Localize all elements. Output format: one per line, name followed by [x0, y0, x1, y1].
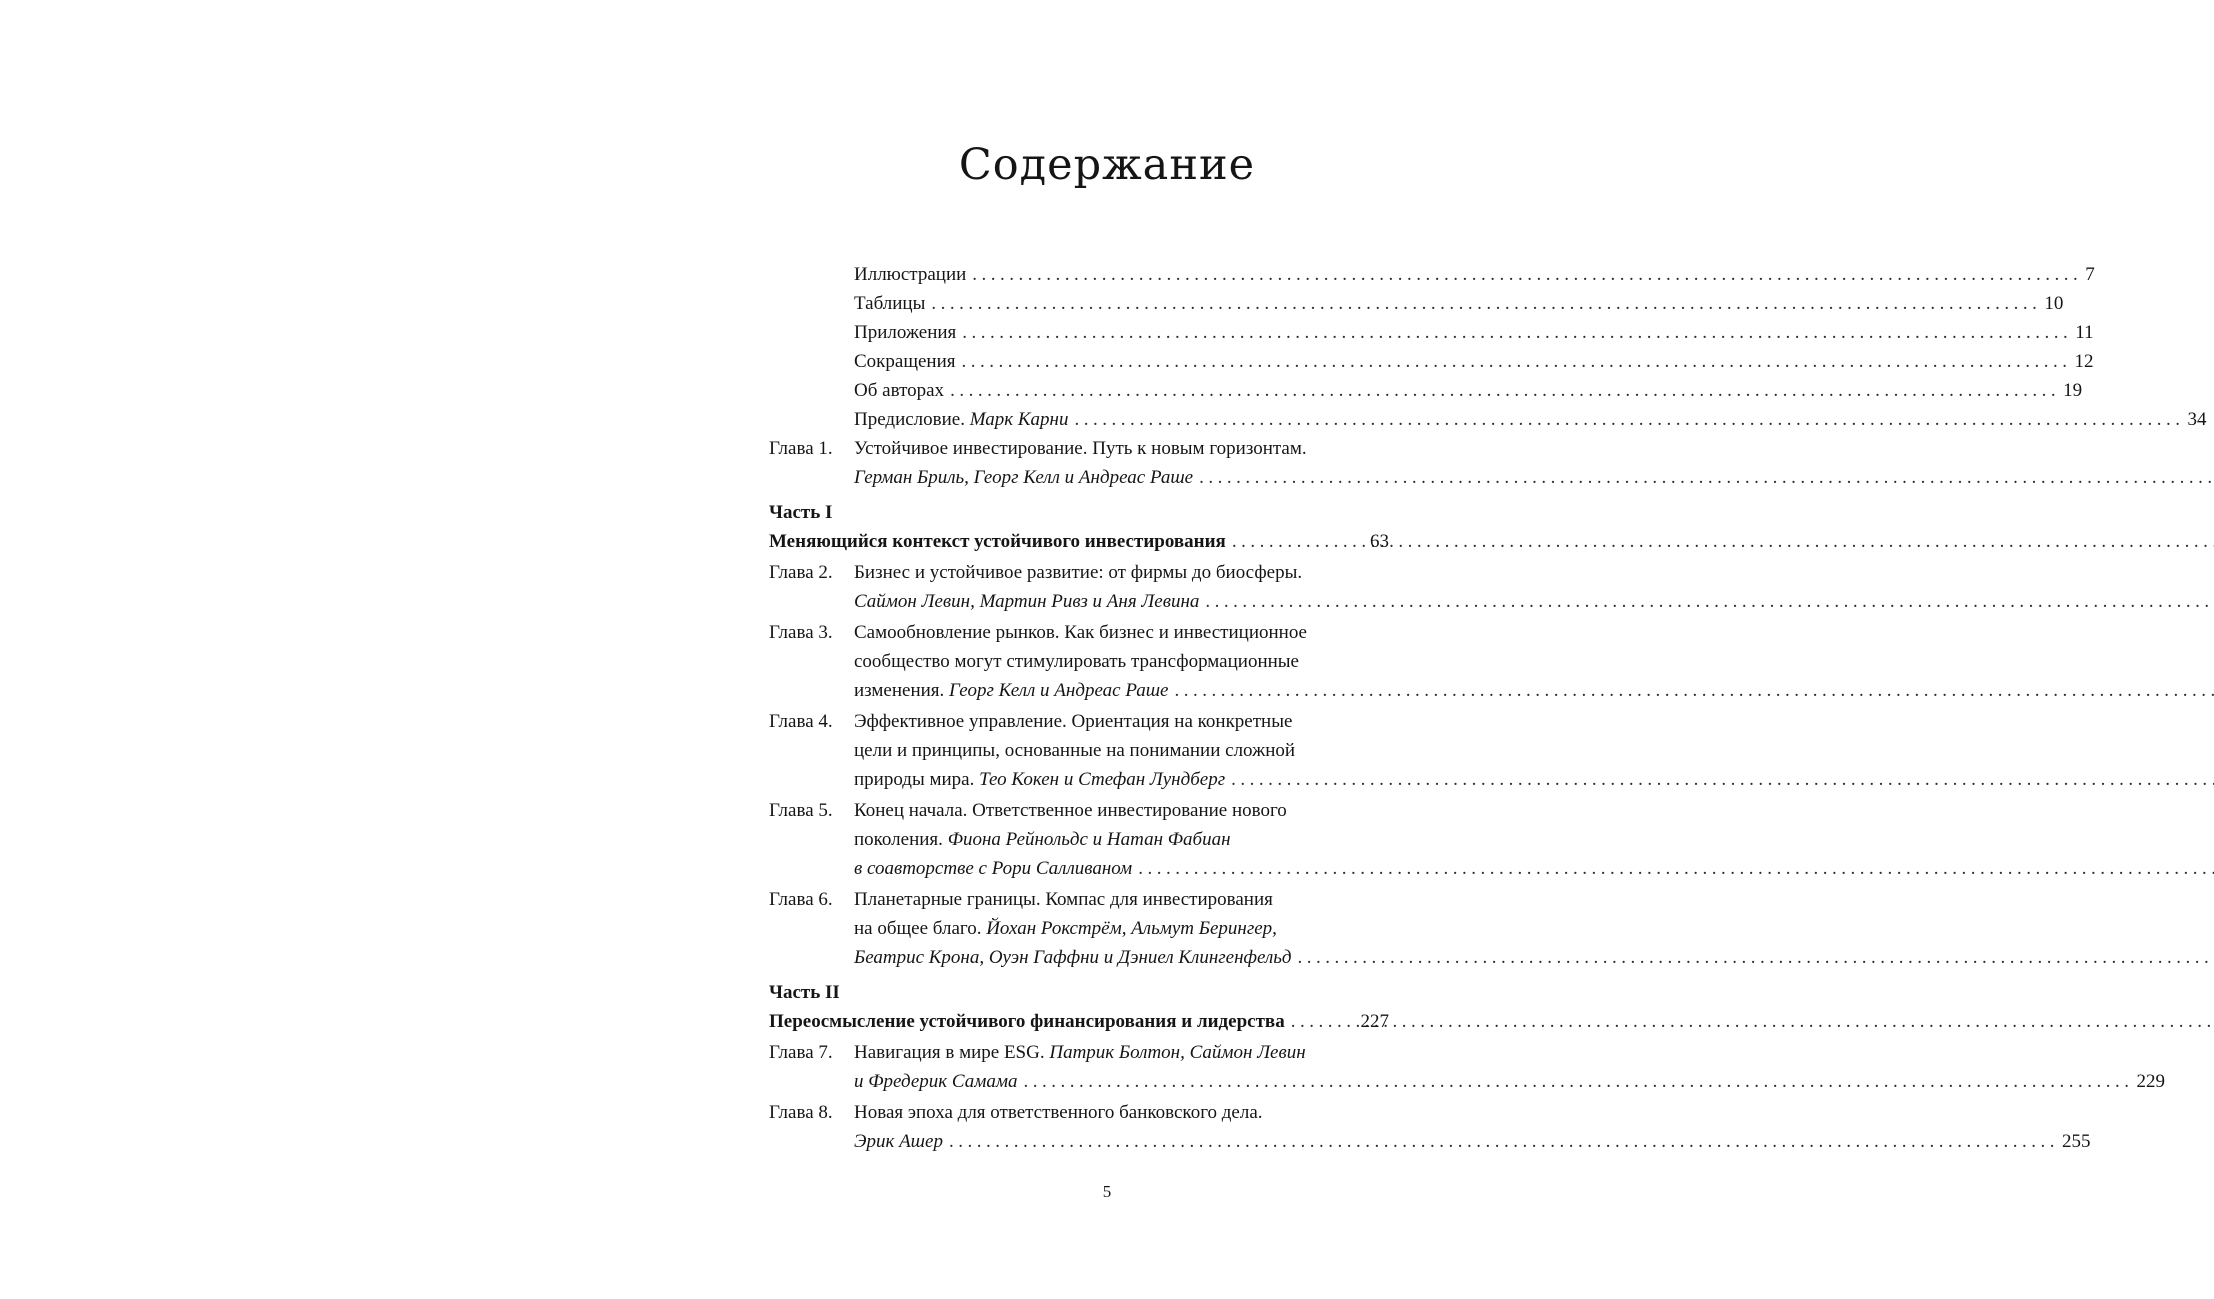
toc-part-heading — [769, 498, 1389, 556]
toc-chapter-entry — [769, 618, 1389, 705]
toc — [769, 260, 2207, 1158]
entry-body — [854, 1038, 2165, 1096]
entry-body — [769, 527, 1389, 556]
toc-chapter-entry — [769, 1098, 2091, 1156]
footer-page-number: 5 — [1102, 1182, 1112, 1201]
toc-line — [854, 707, 2214, 736]
chapter-label: Глава 1. — [769, 438, 833, 459]
toc-line — [854, 376, 2082, 405]
entry-body — [854, 796, 2214, 883]
entry-text: цели и принципы, основанные на понимании сложной — [854, 740, 1296, 761]
toc-line — [854, 463, 2214, 492]
toc-front-entry — [769, 318, 2094, 347]
entry-text: Герман Бриль, Георг Келл и Андреас Раше — [854, 467, 1194, 488]
entry-body — [769, 1007, 1389, 1036]
toc-part-heading — [769, 978, 1389, 1036]
chapter-label: Глава 3. — [769, 622, 833, 643]
dot-leader — [1138, 854, 2214, 883]
dot-leader — [931, 289, 2041, 318]
entry-text: Устойчивое инвестирование. Путь к новым горизонтам. — [854, 438, 1307, 459]
toc-line — [854, 943, 2214, 972]
book-contents-page — [676, 0, 2207, 1299]
entry-body — [854, 347, 2093, 376]
toc-line — [854, 885, 2214, 914]
toc-chapter-entry — [769, 885, 1389, 972]
entry-text: Переосмысление устойчивого финансирования и лидерства — [769, 1011, 1285, 1032]
toc-line — [854, 587, 2214, 616]
dot-leader — [1023, 1067, 2133, 1096]
toc-line — [854, 736, 2214, 765]
chapter-label: Глава 7. — [769, 1042, 833, 1063]
entry-body — [854, 885, 2214, 972]
toc-line — [854, 618, 2214, 647]
toc-page-number: 63 — [1370, 531, 1389, 552]
contents-title: Содержание — [958, 140, 1256, 190]
entry-body — [854, 707, 2214, 794]
toc-page-number: 227 — [1360, 1011, 1389, 1032]
toc-line — [854, 796, 2214, 825]
dot-leader — [1205, 587, 2214, 616]
toc-page-number: 10 — [2044, 293, 2064, 314]
entry-text: Новая эпоха для ответственного банковского дела. — [854, 1102, 1263, 1123]
toc-line — [854, 558, 2214, 587]
entry-body — [854, 318, 2094, 347]
toc-line — [854, 914, 2214, 943]
dot-leader — [949, 1127, 2059, 1156]
entry-text: Самообновление рынков. Как бизнес и инвестиционное — [854, 622, 1307, 643]
entry-text: Навигация в мире ESG. Патрик Болтон, Саймон Левин — [854, 1042, 1306, 1063]
entry-body — [854, 434, 2214, 492]
entry-body — [854, 260, 2095, 289]
toc-line — [854, 647, 2214, 676]
chapter-label: Глава 5. — [769, 800, 833, 821]
entry-text: на общее благо. Йохан Рокстрём, Альмут Берингер, — [854, 918, 1277, 939]
toc-front-entry — [769, 289, 2064, 318]
toc-line — [854, 347, 2093, 376]
entry-text: Сокращения — [854, 351, 956, 372]
front-label-spacer — [769, 289, 854, 318]
entry-text: Приложения — [854, 322, 957, 343]
entry-body — [854, 558, 2214, 616]
entry-text: Предисловие. Марк Карни — [854, 409, 1069, 430]
toc-line — [854, 260, 2095, 289]
dot-leader — [1074, 405, 2184, 434]
entry-text: Бизнес и устойчивое развитие: от фирмы до биосферы. — [854, 562, 1303, 583]
toc-line — [854, 434, 2214, 463]
toc-line — [854, 676, 2214, 705]
toc-chapter-entry — [769, 434, 1389, 492]
dot-leader — [961, 347, 2071, 376]
toc-line — [854, 1127, 2090, 1156]
toc-line — [854, 1038, 2165, 1067]
toc-page-number: 229 — [2136, 1071, 2165, 1092]
entry-text: Меняющийся контекст устойчивого инвестирования — [769, 531, 1226, 552]
chapter-label: Глава 8. — [769, 1102, 833, 1123]
dot-leader — [1291, 1007, 1358, 1036]
entry-text: Иллюстрации — [854, 264, 967, 285]
toc-front-entry — [769, 347, 2094, 376]
toc-page-number: 255 — [2061, 1131, 2091, 1152]
toc-front-entry — [769, 260, 2095, 289]
toc-line — [854, 1098, 2090, 1127]
entry-text: Беатрис Крона, Оуэн Гаффни и Дэниел Клингенфельд — [854, 947, 1292, 968]
chapter-label: Глава 2. — [769, 562, 833, 583]
toc-page-number: 34 — [2187, 409, 2207, 430]
toc-chapter-entry — [769, 707, 1389, 794]
toc-line — [854, 1067, 2165, 1096]
entry-text: и Фредерик Самама — [854, 1071, 1018, 1092]
entry-body — [854, 376, 2082, 405]
toc-front-entry — [769, 405, 2207, 434]
toc-page-number: 11 — [2075, 322, 2094, 343]
front-label-spacer — [769, 318, 854, 347]
toc-front-entry — [769, 376, 2083, 405]
toc-page-number: 12 — [2074, 351, 2094, 372]
toc-line — [769, 527, 1389, 556]
front-label-spacer — [769, 260, 854, 289]
entry-text: Об авторах — [854, 380, 945, 401]
entry-text: Эффективное управление. Ориентация на конкретные — [854, 711, 1293, 732]
front-label-spacer — [769, 405, 854, 434]
toc-line — [854, 765, 2214, 794]
toc-chapter-entry — [769, 558, 1389, 616]
entry-text: Эрик Ашер — [854, 1131, 943, 1152]
entry-text: сообщество могут стимулировать трансформационные — [854, 651, 1299, 672]
entry-body — [854, 289, 2063, 318]
entry-text: в соавторстве с Рори Салливаном — [854, 858, 1133, 879]
chapter-label: Глава 6. — [769, 889, 833, 910]
dot-leader — [962, 318, 2072, 347]
dot-leader — [972, 260, 2082, 289]
toc-line — [854, 289, 2063, 318]
dot-leader — [950, 376, 2060, 405]
entry-body — [854, 1098, 2090, 1156]
dot-leader — [1199, 463, 2214, 492]
toc-chapter-entry — [769, 1038, 2165, 1096]
toc-line — [854, 854, 2214, 883]
chapter-label: Глава 4. — [769, 711, 833, 732]
toc-line — [854, 318, 2094, 347]
entry-text: изменения. Георг Келл и Андреас Раше — [854, 680, 1169, 701]
entry-body — [854, 405, 2206, 434]
dot-leader — [1298, 943, 2214, 972]
part-label: Часть II — [769, 982, 840, 1003]
dot-leader — [1174, 676, 2214, 705]
entry-body — [854, 618, 2214, 705]
dot-leader — [1232, 527, 1367, 556]
entry-text: Саймон Левин, Мартин Ривз и Аня Левина — [854, 591, 1200, 612]
part-label: Часть I — [769, 502, 833, 523]
dot-leader — [1231, 765, 2214, 794]
toc-chapter-entry — [769, 796, 1389, 883]
entry-text: Конец начала. Ответственное инвестирование нового — [854, 800, 1287, 821]
entry-text: Таблицы — [854, 293, 926, 314]
toc-line — [769, 1007, 1389, 1036]
entry-text: поколения. Фиона Рейнольдс и Натан Фабиан — [854, 829, 1231, 850]
toc-line — [854, 825, 2214, 854]
toc-page-number: 7 — [2085, 264, 2095, 285]
toc-line — [854, 405, 2206, 434]
entry-text: природы мира. Тео Кокен и Стефан Лундберг — [854, 769, 1226, 790]
toc-page-number: 19 — [2063, 380, 2083, 401]
front-label-spacer — [769, 347, 854, 376]
entry-text: Планетарные границы. Компас для инвестирования — [854, 889, 1273, 910]
front-label-spacer — [769, 376, 854, 405]
